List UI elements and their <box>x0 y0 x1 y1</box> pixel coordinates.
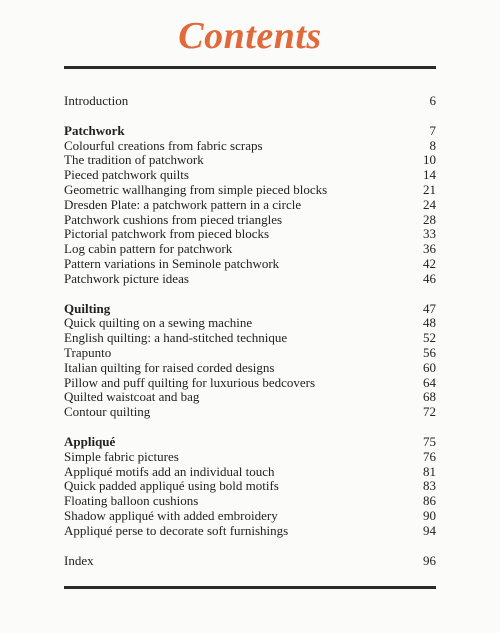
toc-entry-title: Patchwork <box>64 122 125 138</box>
toc-page-number: 21 <box>423 181 436 197</box>
section-gap <box>64 287 436 302</box>
toc-page-number: 75 <box>423 433 436 449</box>
toc-entry <box>64 168 436 183</box>
toc-entry <box>64 316 436 331</box>
toc-entry <box>64 227 436 242</box>
toc-entry <box>64 346 436 361</box>
toc-entry-title: Geometric wallhanging from simple pieced blocks <box>64 181 328 197</box>
toc-entry <box>64 257 436 272</box>
toc-page-number: 48 <box>423 315 436 331</box>
toc-entry-title: Dresden Plate: a patchwork pattern in a circle <box>64 196 302 212</box>
toc-entry-title: Index <box>64 552 94 568</box>
toc-entry <box>64 450 436 465</box>
toc-entry-title: Quilted waistcoat and bag <box>64 389 200 405</box>
toc-entry-title: Log cabin pattern for patchwork <box>64 241 233 257</box>
toc-page-number: 6 <box>429 93 436 108</box>
toc-entry <box>64 509 436 524</box>
toc-entry-title: Colourful creations from fabric scraps <box>64 137 263 153</box>
toc-entry-title: Pieced patchwork quilts <box>64 167 189 183</box>
toc-entry <box>64 139 436 154</box>
toc-entry <box>64 465 436 480</box>
toc-page-number: 46 <box>423 270 436 286</box>
toc-entry <box>64 524 436 539</box>
toc-page-number: 24 <box>423 196 436 212</box>
section-gap <box>64 109 436 124</box>
table-of-contents <box>64 94 436 568</box>
toc-page-number: 28 <box>423 211 436 227</box>
toc-entry-title: Italian quilting for raised corded designs <box>64 359 275 375</box>
toc-page-number: 96 <box>423 552 436 568</box>
toc-entry-title: Floating balloon cushions <box>64 493 199 509</box>
toc-page-number: 86 <box>423 493 436 509</box>
toc-entry <box>64 183 436 198</box>
toc-page-number: 10 <box>423 152 436 168</box>
toc-page-number: 42 <box>423 255 436 271</box>
toc-entry <box>64 494 436 509</box>
toc-entry-title: The tradition of patchwork <box>64 152 204 168</box>
toc-entry <box>64 479 436 494</box>
toc-page-number: 7 <box>429 122 436 138</box>
toc-entry-title: Appliqué <box>64 433 116 449</box>
toc-entry <box>64 331 436 346</box>
toc-page-number: 36 <box>423 241 436 257</box>
toc-entry-title: Simple fabric pictures <box>64 448 179 464</box>
toc-page-number: 76 <box>423 448 436 464</box>
toc-entry <box>64 94 436 109</box>
toc-entry-title: Shadow appliqué with added embroidery <box>64 507 278 523</box>
toc-entry <box>64 390 436 405</box>
toc-entry <box>64 272 436 287</box>
toc-entry-title: Quick padded appliqué using bold motifs <box>64 478 279 494</box>
toc-entry-title: Pillow and puff quilting for luxurious bedcovers <box>64 374 316 390</box>
toc-page-number: 90 <box>423 507 436 523</box>
toc-entry <box>64 198 436 213</box>
toc-entry-title: Contour quilting <box>64 404 151 420</box>
toc-entry <box>64 153 436 168</box>
toc-page-number: 68 <box>423 389 436 405</box>
toc-page-number: 14 <box>423 167 436 183</box>
toc-entry-title: Appliqué perse to decorate soft furnishings <box>64 522 289 538</box>
toc-page-number: 94 <box>423 522 436 538</box>
toc-page-number: 72 <box>423 404 436 420</box>
toc-entry-title: Patchwork picture ideas <box>64 270 189 286</box>
toc-entry-title: Trapunto <box>64 344 112 360</box>
toc-entry <box>64 405 436 420</box>
toc-page-number: 8 <box>429 137 436 153</box>
top-rule <box>64 66 436 69</box>
page-title: Contents <box>178 15 322 57</box>
toc-entry-title: Introduction <box>64 93 129 108</box>
toc-section-heading <box>64 124 436 139</box>
toc-entry-title: Pictorial patchwork from pieced blocks <box>64 226 270 242</box>
toc-entry-title: Pattern variations in Seminole patchwork <box>64 255 280 271</box>
bottom-rule <box>64 586 436 589</box>
toc-page-number: 60 <box>423 359 436 375</box>
toc-page-number: 81 <box>423 463 436 479</box>
toc-section-heading <box>64 435 436 450</box>
toc-entry <box>64 376 436 391</box>
toc-entry <box>64 361 436 376</box>
toc-entry <box>64 242 436 257</box>
toc-entry <box>64 554 436 569</box>
toc-section-heading <box>64 302 436 317</box>
toc-entry-title: Patchwork cushions from pieced triangles <box>64 211 283 227</box>
toc-page-number: 47 <box>423 300 436 316</box>
toc-page-number: 64 <box>423 374 436 390</box>
toc-entry-title: English quilting: a hand-stitched technique <box>64 330 288 346</box>
toc-page-number: 83 <box>423 478 436 494</box>
toc-page-number: 52 <box>423 330 436 346</box>
toc-entry <box>64 213 436 228</box>
toc-entry-title: Quilting <box>64 300 111 316</box>
toc-entry-title: Quick quilting on a sewing machine <box>64 315 253 331</box>
section-gap <box>64 420 436 435</box>
section-gap <box>64 539 436 554</box>
toc-page-number: 56 <box>423 344 436 360</box>
toc-entry-title: Appliqué motifs add an individual touch <box>64 463 275 479</box>
toc-page-number: 33 <box>423 226 436 242</box>
